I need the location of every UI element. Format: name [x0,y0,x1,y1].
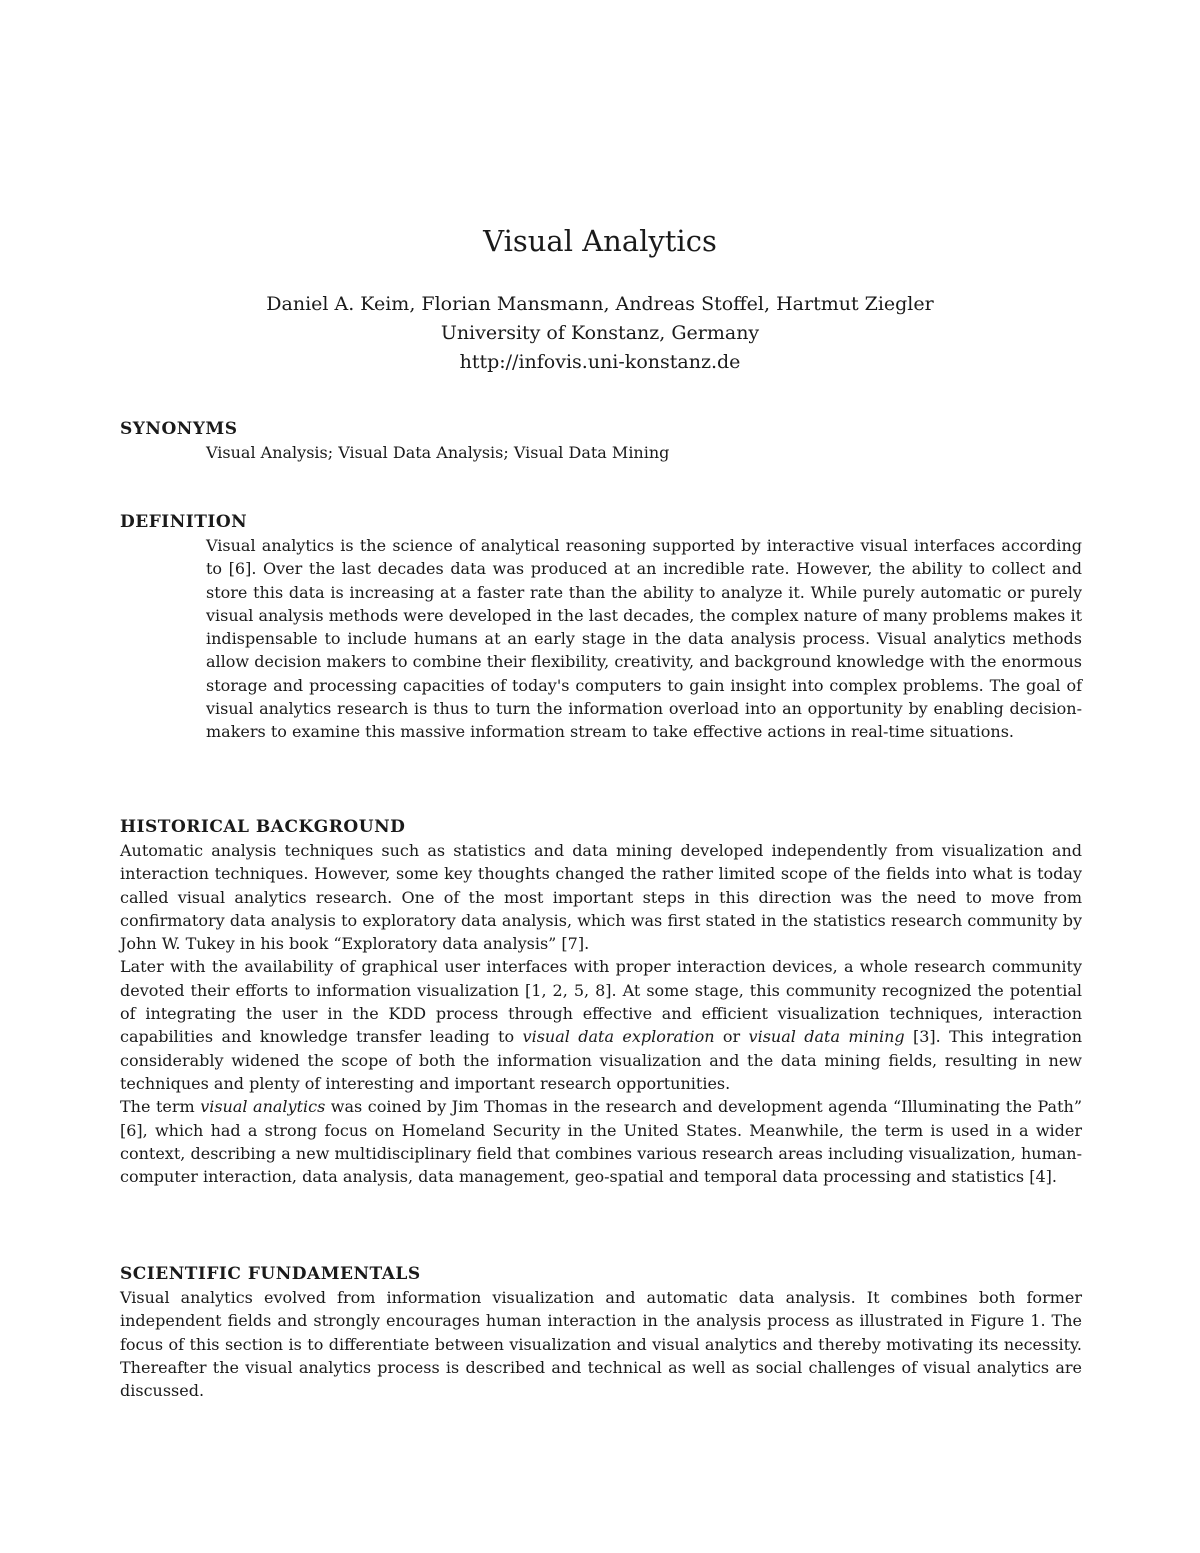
history-p2-text-before: Later with the availability of graphical user interfaces with proper interaction devices, a whole research community devoted their efforts to information visualization [1, 2, 5, 8]. At some stage, this community recognized the potential of integrating the user in the KDD process through effective and efficient visualization techniques, interaction capabilities and knowledge transfer leading to [120,957,1082,1047]
section-historical-background [120,817,1082,1188]
author-block [0,290,1200,377]
section-heading-fundamentals: SCIENTIFIC FUNDAMENTALS [120,1264,421,1284]
section-scientific-fundamentals [120,1264,1082,1402]
section-heading-history: HISTORICAL BACKGROUND [120,817,406,837]
fundamentals-text: Visual analytics evolved from information visualization and automatic data analysis. It combines both former independent fields and strongly encourages human interaction in the analysis process as illustrated in Figure 1. The focus of this section is to differentiate between visualization and visual analytics and thereby motivating its necessity. Thereafter the visual analytics process is described and technical as well as social challenges of visual analytics are discussed. [120,1288,1082,1401]
history-paragraph-1: Automatic analysis techniques such as statistics and data mining developed independently from visualization and interaction techniques. However, some key thoughts changed the rather limited scope of the fields into what is today called visual analytics research. One of the most important steps in this direction was the need to move from confirmatory data analysis to exploratory data analysis, which was first stated in the statistics research community by John W. Tukey in his book “Exploratory data analysis” [7]. [120,841,1082,954]
history-p2-emphasis-exploration: visual data exploration [522,1027,715,1047]
history-paragraph-2 [120,955,1082,1095]
history-p2-text-mid: or [714,1027,749,1047]
definition-text: Visual analytics is the science of analytical reasoning supported by interactive visual interfaces according to [6]. Over the last decades data was produced at an incredible rate. However, the ability to collect and store this data is increasing at a faster rate than the ability to analyze it. While purely automatic or purely visual analysis methods were developed in the last decades, the complex nature of many problems makes it indispensable to include humans at an early stage in the data analysis process. Visual analytics methods allow decision makers to combine their flexibility, creativity, and background knowledge with the enormous storage and processing capacities of today's computers to gain insight into complex problems. The goal of visual analytics research is thus to turn the information overload into an opportunity by enabling decision-makers to examine this massive information stream to take effective actions in real-time situations. [206,536,1082,742]
history-p2-text-after: [3]. This integration considerably widened the scope of both the information visualization and the data mining fields, resulting in new techniques and plenty of interesting and important research opportunities. [120,1027,1083,1093]
synonyms-text: Visual Analysis; Visual Data Analysis; Visual Data Mining [206,443,670,462]
paper-title: Visual Analytics [483,224,717,258]
history-p3-text-after: was coined by Jim Thomas in the research and development agenda “Illuminating the Path” [6], which had a strong focus on Homeland Security in the United States. Meanwhile, the term is used in a wider context, describing a new multidisciplinary field that combines various research areas including visualization, human-computer interaction, data analysis, data management, geo-spatial and temporal data processing and statistics [4]. [120,1097,1082,1187]
website-url: http://infovis.uni-konstanz.de [459,351,741,373]
history-p2-emphasis-mining: visual data mining [748,1027,905,1047]
section-definition [120,512,1082,744]
author-list: Daniel A. Keim, Florian Mansmann, Andreas Stoffel, Hartmut Ziegler [266,293,934,315]
section-heading-definition: DEFINITION [120,512,248,532]
section-synonyms [120,419,1082,464]
history-body [120,839,1082,1188]
history-p3-text-before: The term [120,1097,201,1117]
affiliation: University of Konstanz, Germany [440,322,760,344]
section-heading-synonyms: SYNONYMS [120,419,238,439]
history-p3-emphasis-term: visual analytics [200,1097,326,1117]
history-paragraph-3 [120,1095,1082,1188]
